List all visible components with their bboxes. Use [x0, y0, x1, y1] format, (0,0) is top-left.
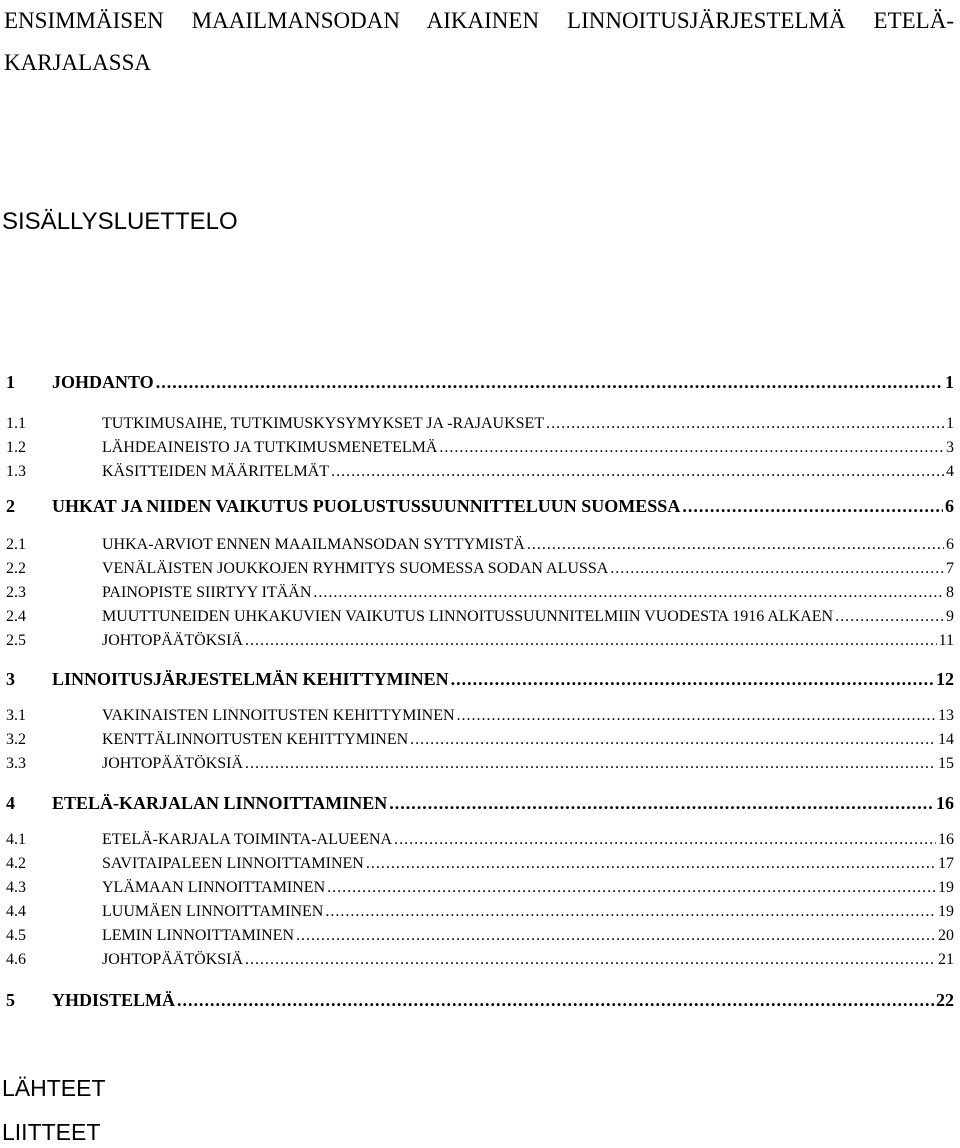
toc-entry-number: 3.2 — [6, 731, 26, 748]
toc-entry-page-number: 19 — [938, 903, 954, 920]
toc-entry-number: 4.1 — [6, 831, 26, 848]
toc-dot-leader — [410, 729, 936, 751]
toc-entry-number: 4.6 — [6, 951, 26, 968]
toc-section-entry — [6, 630, 954, 652]
toc-entry-number: 4.5 — [6, 927, 26, 944]
toc-entry-number: 2.1 — [6, 536, 26, 553]
toc-entry-page-number: 15 — [938, 755, 954, 772]
toc-dot-leader — [245, 630, 937, 652]
toc-entry-title: JOHTOPÄÄTÖKSIÄ — [102, 755, 244, 772]
toc-chapter-entry — [6, 494, 954, 518]
toc-section-entry — [6, 949, 954, 971]
toc-section-entry — [6, 753, 954, 775]
toc-entry-page-number: 21 — [938, 951, 954, 968]
toc-entry-number: 2.3 — [6, 584, 26, 601]
toc-entry-page-number: 4 — [946, 463, 954, 480]
toc-entry-page-number: 3 — [946, 439, 954, 456]
toc-entry-title: UHKA-ARVIOT ENNEN MAAILMANSODAN SYTTYMISTÄ — [102, 536, 525, 553]
toc-heading: SISÄLLYSLUETTELO — [2, 208, 238, 235]
back-matter-appendices: LIITTEET — [2, 1119, 101, 1145]
toc-entry-number: 3.3 — [6, 755, 26, 772]
toc-entry-page-number: 1 — [945, 372, 954, 392]
toc-section-entry — [6, 606, 954, 628]
toc-entry-title: LEMIN LINNOITTAMINEN — [102, 927, 295, 944]
toc-entry-number: 2.2 — [6, 560, 26, 577]
toc-entry-title: KÄSITTEIDEN MÄÄRITELMÄT — [102, 463, 330, 480]
toc-chapter-entry — [6, 370, 954, 394]
toc-entry-title: MUUTTUNEIDEN UHKAKUVIEN VAIKUTUS LINNOITUSSUUNNITELMIIN VUODESTA 1916 ALKAEN — [102, 608, 834, 625]
toc-entry-page-number: 14 — [938, 731, 954, 748]
toc-dot-leader — [296, 925, 936, 947]
toc-section-entry — [6, 534, 954, 556]
back-matter-sources: LÄHTEET — [2, 1075, 106, 1101]
toc-dot-leader — [313, 582, 944, 604]
toc-entry-number: 3 — [6, 669, 15, 689]
toc-entry-number: 1.3 — [6, 463, 26, 480]
toc-dot-leader — [451, 667, 934, 691]
toc-section-entry — [6, 877, 954, 899]
toc-section-entry — [6, 461, 954, 483]
toc-dot-leader — [327, 877, 936, 899]
toc-entry-number: 4.4 — [6, 903, 26, 920]
toc-entry-title: JOHTOPÄÄTÖKSIÄ — [102, 632, 244, 649]
toc-section-entry — [6, 413, 954, 435]
toc-entry-title: VAKINAISTEN LINNOITUSTEN KEHITTYMINEN — [102, 707, 455, 724]
toc-entry-title: JOHDANTO — [52, 372, 154, 392]
toc-entry-title: ETELÄ-KARJALAN LINNOITTAMINEN — [52, 793, 388, 813]
toc-entry-title: UHKAT JA NIIDEN VAIKUTUS PUOLUSTUSSUUNNITTELUUN SUOMESSA — [52, 496, 681, 516]
toc-entry-number: 2.5 — [6, 632, 26, 649]
toc-section-entry — [6, 829, 954, 851]
toc-dot-leader — [331, 461, 944, 483]
toc-entry-number: 1 — [6, 372, 15, 392]
toc-entry-page-number: 22 — [936, 990, 954, 1010]
toc-dot-leader — [245, 949, 936, 971]
toc-dot-leader — [457, 705, 936, 727]
toc-entry-page-number: 9 — [946, 608, 954, 625]
toc-entry-page-number: 12 — [936, 669, 954, 689]
toc-entry-title: LINNOITUSJÄRJESTELMÄN KEHITTYMINEN — [52, 669, 449, 689]
toc-dot-leader — [682, 494, 943, 518]
toc-entry-number: 5 — [6, 990, 15, 1010]
toc-chapter-entry — [6, 988, 954, 1012]
toc-entry-title: KENTTÄLINNOITUSTEN KEHITTYMINEN — [102, 731, 409, 748]
toc-entry-number: 1.1 — [6, 415, 26, 432]
toc-dot-leader — [156, 370, 943, 394]
toc-section-entry — [6, 582, 954, 604]
toc-entry-title: PAINOPISTE SIIRTYY ITÄÄN — [102, 584, 312, 601]
toc-dot-leader — [177, 988, 934, 1012]
toc-entry-page-number: 8 — [946, 584, 954, 601]
toc-dot-leader — [325, 901, 936, 923]
toc-entry-page-number: 16 — [936, 793, 954, 813]
toc-entry-title: VENÄLÄISTEN JOUKKOJEN RYHMITYS SUOMESSA SODAN ALUSSA — [102, 560, 609, 577]
toc-entry-title: LUUMÄEN LINNOITTAMINEN — [102, 903, 324, 920]
toc-entry-page-number: 6 — [945, 496, 954, 516]
toc-dot-leader — [527, 534, 944, 556]
toc-section-entry — [6, 901, 954, 923]
toc-entry-title: ETELÄ-KARJALA TOIMINTA-ALUEENA — [102, 831, 393, 848]
toc-section-entry — [6, 853, 954, 875]
toc-entry-title: JOHTOPÄÄTÖKSIÄ — [102, 951, 244, 968]
toc-entry-title: LÄHDEAINEISTO JA TUTKIMUSMENETELMÄ — [102, 439, 438, 456]
toc-entry-title: TUTKIMUSAIHE, TUTKIMUSKYSYMYKSET JA -RAJAUKSET — [102, 415, 545, 432]
toc-entry-number: 3.1 — [6, 707, 26, 724]
toc-dot-leader — [439, 437, 944, 459]
toc-chapter-entry — [6, 791, 954, 815]
toc-section-entry — [6, 729, 954, 751]
toc-entry-page-number: 17 — [938, 855, 954, 872]
toc-entry-number: 4.2 — [6, 855, 26, 872]
toc-entry-number: 1.2 — [6, 439, 26, 456]
toc-entry-title: YLÄMAAN LINNOITTAMINEN — [102, 879, 326, 896]
toc-entry-page-number: 6 — [946, 536, 954, 553]
toc-section-entry — [6, 925, 954, 947]
toc-entry-page-number: 7 — [946, 560, 954, 577]
toc-dot-leader — [389, 791, 934, 815]
toc-entry-page-number: 13 — [938, 707, 954, 724]
toc-entry-title: YHDISTELMÄ — [52, 990, 176, 1010]
toc-dot-leader — [835, 606, 944, 628]
toc-entry-page-number: 11 — [938, 632, 954, 649]
toc-dot-leader — [610, 558, 944, 580]
toc-dot-leader — [394, 829, 936, 851]
toc-dot-leader — [366, 853, 936, 875]
toc-entry-number: 4 — [6, 793, 15, 813]
toc-entry-page-number: 20 — [938, 927, 954, 944]
toc-entry-number: 4.3 — [6, 879, 26, 896]
toc-entry-title: SAVITAIPALEEN LINNOITTAMINEN — [102, 855, 364, 872]
toc-dot-leader — [546, 413, 944, 435]
toc-section-entry — [6, 437, 954, 459]
toc-section-entry — [6, 705, 954, 727]
toc-entry-page-number: 16 — [938, 831, 954, 848]
toc-entry-number: 2.4 — [6, 608, 26, 625]
document-title: ENSIMMÄISEN MAAILMANSODAN AIKAINEN LINNOITUSJÄRJESTELMÄ ETELÄ-KARJALASSA — [4, 8, 954, 75]
toc-entry-page-number: 1 — [946, 415, 954, 432]
toc-entry-page-number: 19 — [938, 879, 954, 896]
toc-dot-leader — [245, 753, 936, 775]
toc-entry-number: 2 — [6, 496, 15, 516]
toc-section-entry — [6, 558, 954, 580]
toc-chapter-entry — [6, 667, 954, 691]
